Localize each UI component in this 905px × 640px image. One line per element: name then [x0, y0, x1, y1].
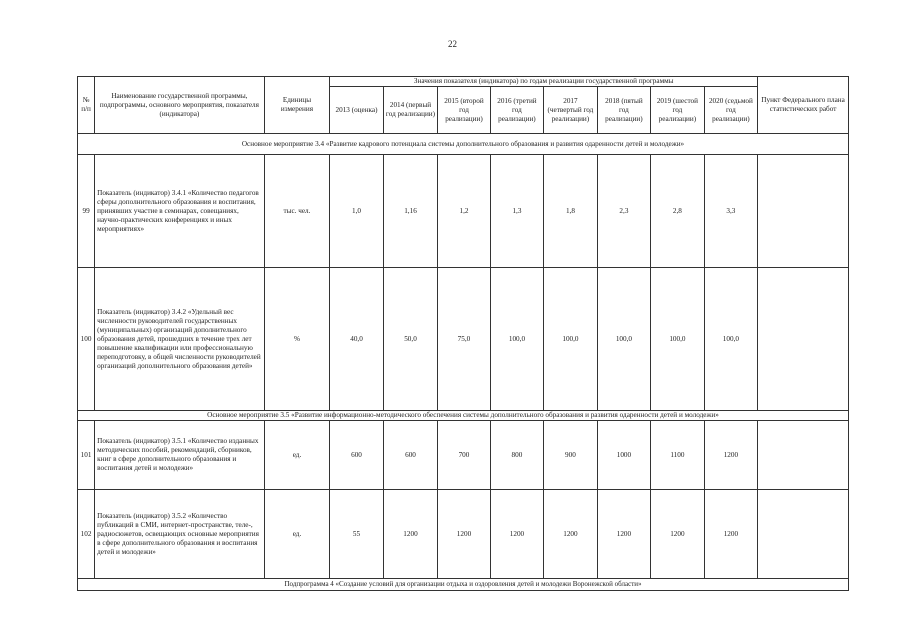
table-row [78, 155, 849, 268]
row-number: 99 [78, 155, 95, 268]
value-cell: 1200 [383, 490, 437, 579]
value-cell: 1200 [597, 490, 650, 579]
indicator-unit: % [264, 268, 330, 411]
value-cell: 1,2 [438, 155, 490, 268]
value-cell: 100,0 [597, 268, 650, 411]
value-cell: 600 [383, 421, 437, 490]
value-cell: 1,0 [330, 155, 383, 268]
value-cell: 55 [330, 490, 383, 579]
table-row [78, 421, 849, 490]
indicators-table [77, 76, 849, 591]
subprogram-title: Подпрограмма 4 «Создание условий для организации отдыха и оздоровления детей и молодежи Воронежской области» [78, 579, 849, 591]
indicator-unit: тыс. чел. [264, 155, 330, 268]
header-year: 2017 (четвертый год реализации) [544, 87, 597, 134]
indicator-name: Показатель (индикатор) 3.4.1 «Количество педагогов сферы дополнительного образования и воспитания, принявших участие в семинарах, совещаниях, научно-практических конференциях и иных мероприятиях» [95, 155, 265, 268]
value-cell: 1100 [651, 421, 704, 490]
indicator-name: Показатель (индикатор) 3.5.1 «Количество изданных методических пособий, рекомендаций, сборников, книг в сфере дополнительного образования и воспитания детей и молодежи» [95, 421, 265, 490]
table-row [78, 490, 849, 579]
value-cell: 900 [544, 421, 597, 490]
header-year: 2014 (первый год реализации) [383, 87, 437, 134]
value-cell: 1,3 [490, 155, 543, 268]
header-name: Наименование государственной программы, подпрограммы, основного мероприятия, показателя (индикатора) [95, 77, 265, 134]
indicator-unit: ед. [264, 490, 330, 579]
stat-cell [758, 421, 849, 490]
header-year: 2020 (седьмой год реализации) [704, 87, 758, 134]
section-title: Основное мероприятие 3.5 «Развитие информационно-методического обеспечения системы дополнительного образования и развития одаренности детей и молодежи» [78, 411, 849, 421]
stat-cell [758, 268, 849, 411]
value-cell: 100,0 [704, 268, 758, 411]
header-year: 2016 (третий год реализации) [490, 87, 543, 134]
value-cell: 1200 [544, 490, 597, 579]
header-year: 2015 (второй год реализации) [438, 87, 490, 134]
value-cell: 2,8 [651, 155, 704, 268]
value-cell: 100,0 [490, 268, 543, 411]
value-cell: 3,3 [704, 155, 758, 268]
header-year: 2018 (пятый год реализации) [597, 87, 650, 134]
header-stat: Пункт Федерального плана статистических работ [758, 77, 849, 134]
value-cell: 1200 [704, 421, 758, 490]
header-year: 2013 (оценка) [330, 87, 383, 134]
stat-cell [758, 155, 849, 268]
indicator-unit: ед. [264, 421, 330, 490]
value-cell: 1200 [490, 490, 543, 579]
value-cell: 700 [438, 421, 490, 490]
header-values-group: Значения показателя (индикатора) по годам реализации государственной программы [330, 77, 758, 87]
indicator-name: Показатель (индикатор) 3.4.2 «Удельный вес численности руководителей государственных (муниципальных) организаций дополнительного образования детей, прошедших в течение трех лет повышение квалификации или профессиональную переподготовку, в общей численности руководителей организаций дополнительного образования детей» [95, 268, 265, 411]
indicator-name: Показатель (индикатор) 3.5.2 «Количество публикаций в СМИ, интернет-пространстве, теле-, радиосюжетов, освещающих основные мероприятия в сфере дополнительного образования и воспитания детей и молодежи» [95, 490, 265, 579]
value-cell: 600 [330, 421, 383, 490]
value-cell: 1000 [597, 421, 650, 490]
value-cell: 75,0 [438, 268, 490, 411]
row-number: 101 [78, 421, 95, 490]
section-title: Основное мероприятие 3.4 «Развитие кадрового потенциала системы дополнительного образования и развития одаренности детей и молодежи» [78, 134, 849, 155]
row-number: 100 [78, 268, 95, 411]
page-number: 22 [448, 39, 457, 49]
value-cell: 2,3 [597, 155, 650, 268]
header-unit: Единицы измерения [264, 77, 330, 134]
value-cell: 1200 [651, 490, 704, 579]
value-cell: 1,16 [383, 155, 437, 268]
value-cell: 100,0 [651, 268, 704, 411]
header-num: № п/п [78, 77, 95, 134]
value-cell: 1200 [438, 490, 490, 579]
value-cell: 800 [490, 421, 543, 490]
row-number: 102 [78, 490, 95, 579]
header-year: 2019 (шестой год реализации) [651, 87, 704, 134]
value-cell: 100,0 [544, 268, 597, 411]
value-cell: 1,8 [544, 155, 597, 268]
table-row [78, 268, 849, 411]
value-cell: 40,0 [330, 268, 383, 411]
value-cell: 50,0 [383, 268, 437, 411]
stat-cell [758, 490, 849, 579]
value-cell: 1200 [704, 490, 758, 579]
